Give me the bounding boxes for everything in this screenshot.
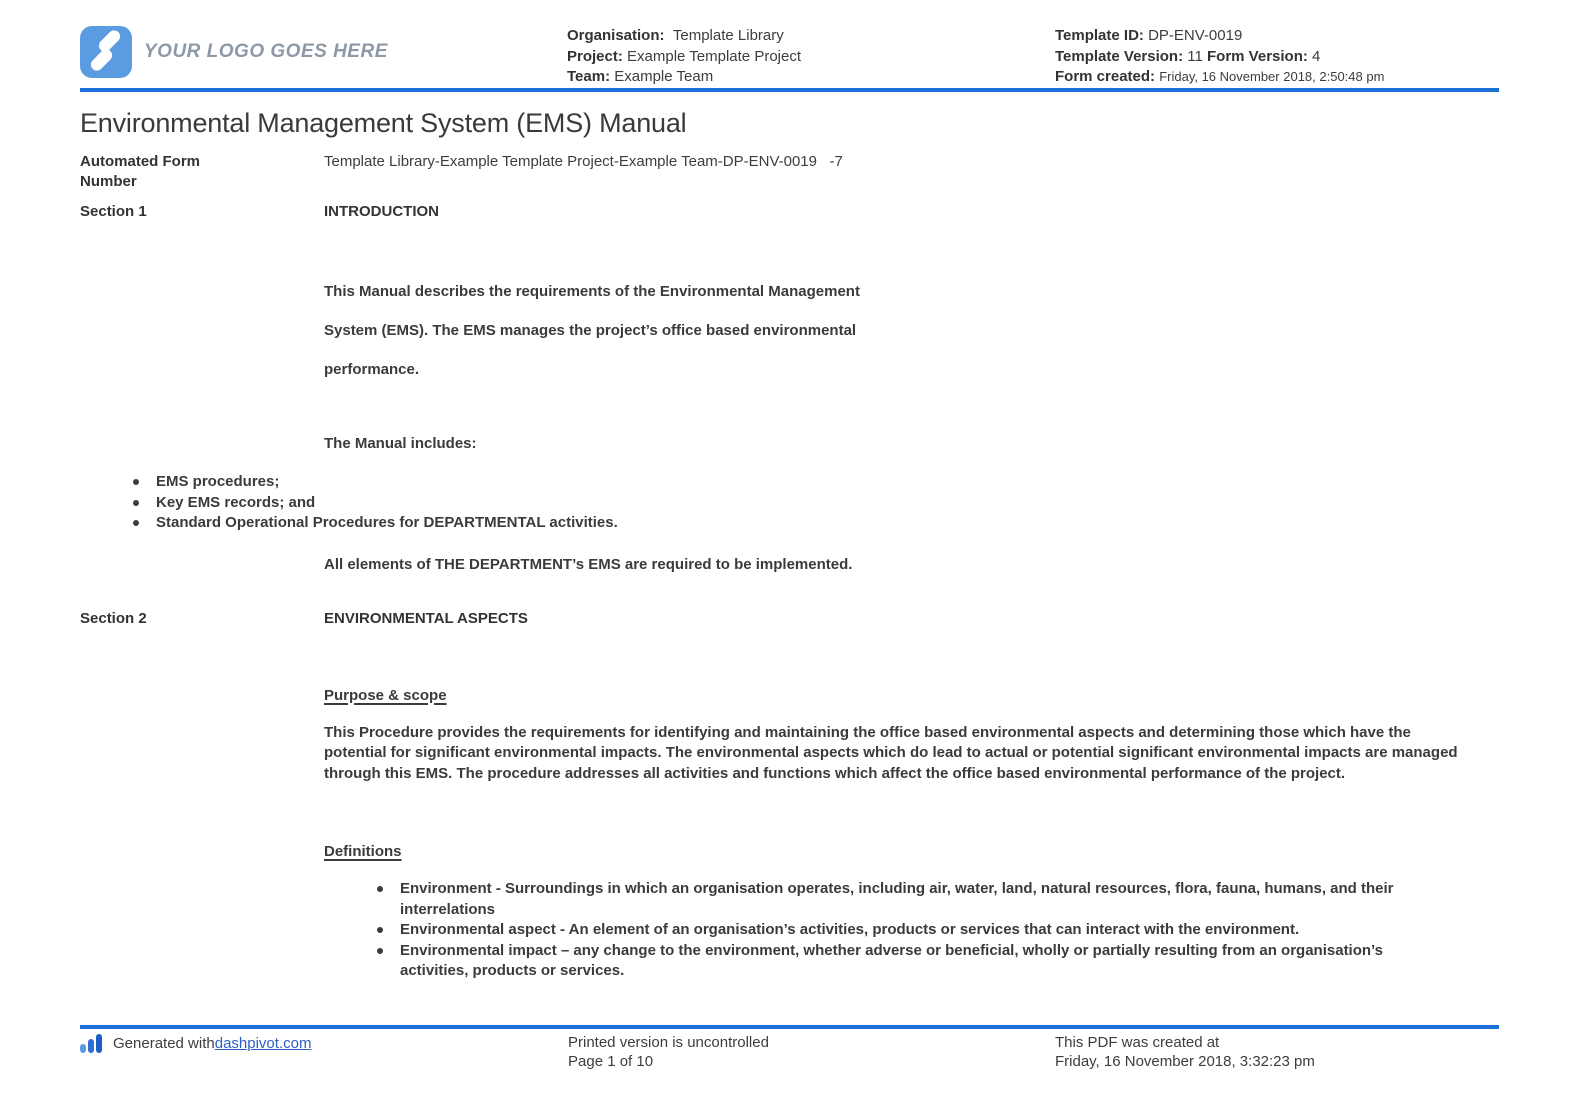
purpose-scope-heading: Purpose & scope: [324, 686, 447, 704]
automated-form-label: Automated Form Number: [80, 153, 200, 190]
page-footer: [80, 1033, 1499, 1071]
pdf-created-label: This PDF was created at: [1055, 1034, 1220, 1051]
form-created-value: Friday, 16 November 2018, 2:50:48 pm: [1159, 69, 1385, 84]
logo-placeholder-text: YOUR LOGO GOES HERE: [144, 41, 388, 62]
purpose-scope-block: [324, 629, 1499, 785]
footer-divider: [80, 1025, 1499, 1029]
form-version-value: 4: [1312, 47, 1321, 65]
all-elements-note: All elements of THE DEPARTMENT’s EMS are required to be implemented.: [324, 555, 853, 573]
generated-with-text: Generated with: [113, 1034, 215, 1052]
bullet-icon: [377, 886, 383, 892]
template-id-label: Template ID:: [1055, 27, 1144, 44]
page-number: Page 1 of 10: [568, 1053, 654, 1070]
header-meta-left: [567, 26, 1055, 88]
header-divider: [80, 88, 1499, 92]
page-title: Environmental Management System (EMS) Manual: [80, 108, 687, 138]
manual-includes-list: [133, 472, 1499, 534]
team-value: Example Team: [614, 68, 714, 85]
list-item: Key EMS records; and: [133, 493, 1499, 514]
organisation-label: Organisation:: [567, 27, 665, 44]
definitions-list: [377, 879, 1499, 982]
section-2-row: [80, 609, 1499, 629]
team-label: Team:: [567, 68, 611, 85]
bullet-icon: [377, 948, 383, 954]
bullet-icon: [133, 500, 139, 506]
list-item: Environmental aspect - An element of an organisation’s activities, products or services that can interact with the environment.: [377, 920, 1499, 941]
template-id-line: [1055, 26, 1499, 47]
automated-form-row: [80, 152, 1499, 192]
bullet-icon: [377, 927, 383, 933]
template-version-label: Template Version:: [1055, 47, 1184, 65]
form-version-label: Form Version:: [1207, 47, 1308, 65]
header-meta-right: [1055, 26, 1499, 88]
purpose-scope-paragraph: This Procedure provides the requirements for identifying and maintaining the office based environmental aspects and determining those which have the potential for significant environmental impacts. The environmental aspects which do lead to actual or potential significant environmental impacts are managed through this EMS. The procedure addresses all activities and functions which affect the office based environmental performance of the project.: [324, 723, 1458, 782]
pdf-created-timestamp: Friday, 16 November 2018, 3:32:23 pm: [1055, 1053, 1315, 1070]
section-1-label: Section 1: [80, 203, 147, 220]
bullet-icon: [133, 479, 139, 485]
project-value: Example Template Project: [627, 47, 802, 65]
bullet-icon: [133, 520, 139, 526]
footer-center: [568, 1033, 1055, 1071]
section-2-title: ENVIRONMENTAL ASPECTS: [324, 609, 528, 627]
list-item: EMS procedures;: [133, 472, 1499, 493]
project-label: Project:: [567, 47, 623, 65]
version-line: [1055, 47, 1499, 68]
organisation-line: [567, 26, 1055, 47]
section-2-label: Section 2: [80, 609, 147, 627]
list-item: Standard Operational Procedures for DEPARTMENTAL activities.: [133, 513, 1499, 534]
logo-block: [80, 26, 567, 78]
list-item: Environmental impact – any change to the environment, whether adverse or beneficial, wholly or partially resulting from an organisation’s activities, products or services.: [377, 941, 1499, 982]
project-line: [567, 47, 1055, 68]
manual-includes-heading: The Manual includes:: [324, 435, 477, 452]
footer-created: [1055, 1033, 1499, 1071]
organisation-value: Template Library: [672, 27, 784, 44]
dashpivot-link[interactable]: dashpivot.com: [214, 1034, 312, 1052]
document-body: [0, 106, 1579, 982]
company-logo-icon: [80, 26, 132, 78]
section-1-title: INTRODUCTION: [324, 203, 439, 220]
page-header: [0, 0, 1579, 88]
automated-form-value: Template Library-Example Template Project-Example Team-DP-ENV-0019 -7: [324, 153, 843, 170]
footer-generated: [80, 1033, 568, 1053]
uncontrolled-note: Printed version is uncontrolled: [568, 1034, 769, 1051]
definitions-block: [324, 784, 1499, 982]
section-1-row: [80, 202, 1499, 222]
template-version-value: 11: [1187, 47, 1203, 65]
dashpivot-bars-icon: [80, 1033, 104, 1053]
form-created-line: [1055, 67, 1499, 88]
definitions-heading: Definitions: [324, 843, 402, 860]
form-created-label: Form created:: [1055, 68, 1156, 85]
intro-paragraph: This Manual describes the requirements of the Environmental Management System (EMS). The EMS manages the project’s office based environmental performance.: [324, 283, 860, 378]
list-item: Environment - Surroundings in which an organisation operates, including air, water, land, natural resources, flora, fauna, humans, and their interrelations: [377, 879, 1499, 920]
template-id-value: DP-ENV-0019: [1148, 27, 1243, 44]
team-line: [567, 67, 1055, 88]
logo-pill-icon: [88, 47, 114, 73]
